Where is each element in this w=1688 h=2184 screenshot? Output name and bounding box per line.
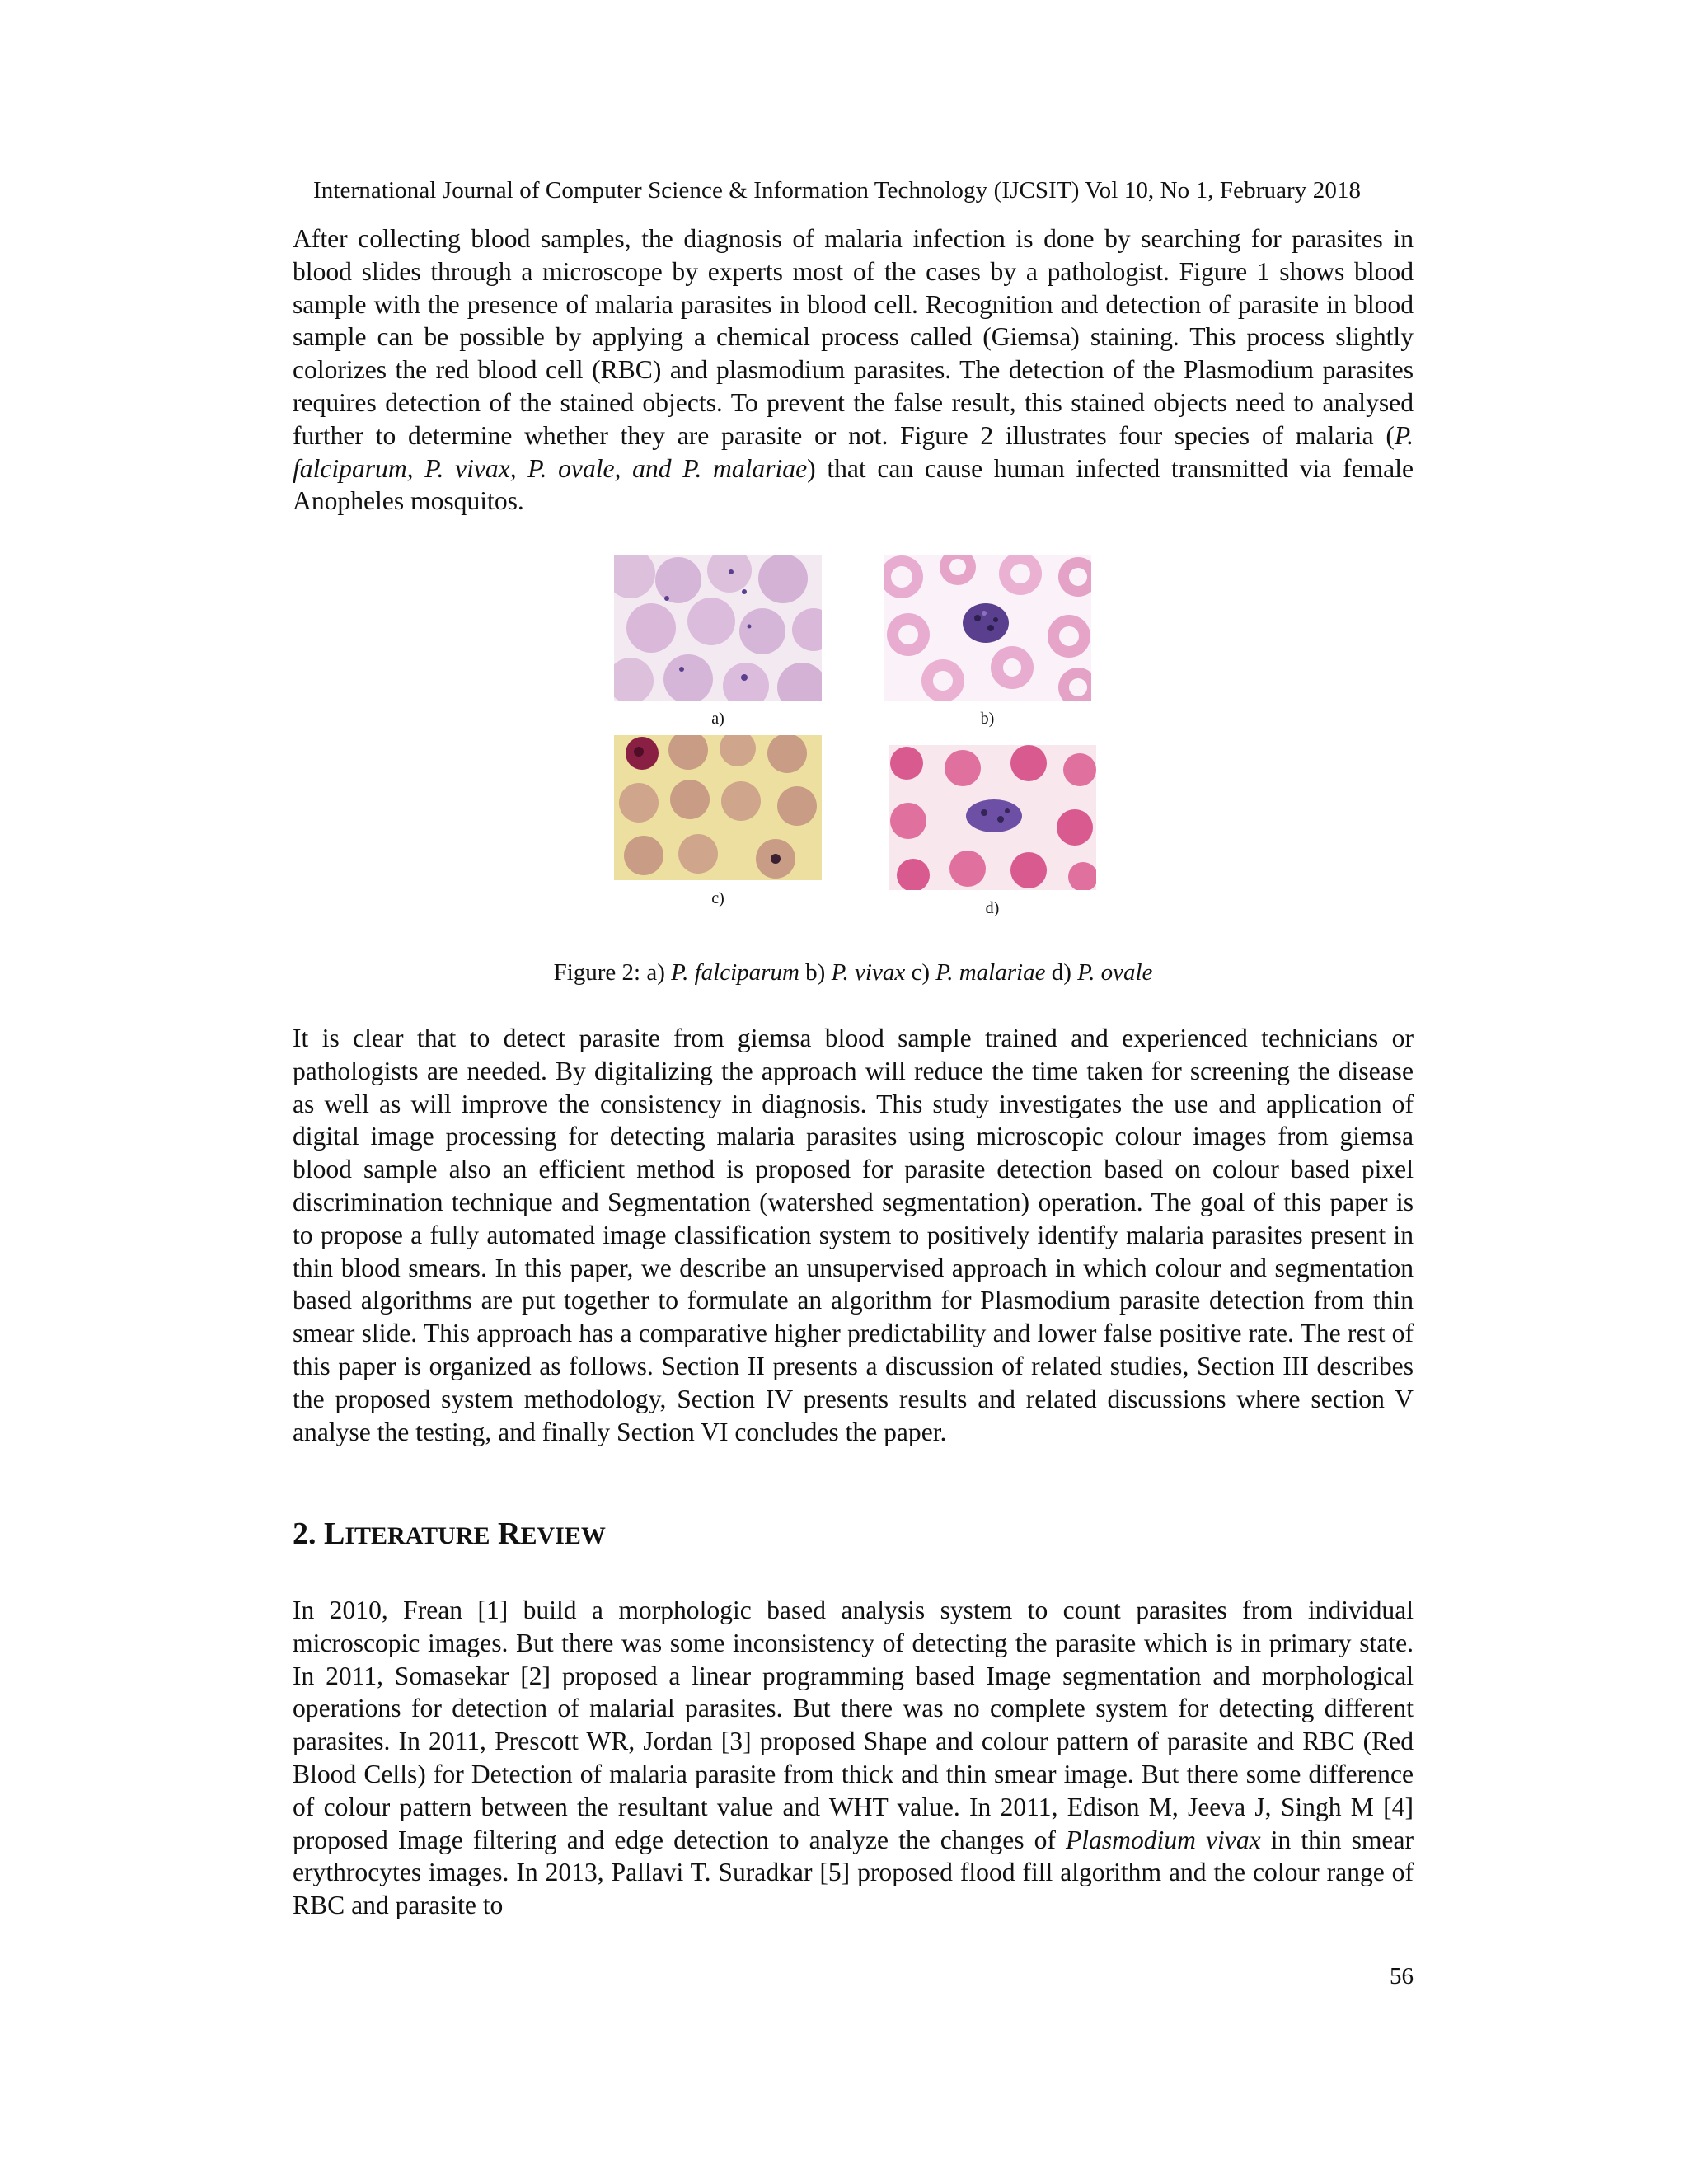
literature-text-after: in thin smear erythrocytes images. In 2013, Pallavi T. Suradkar [5] proposed flood fill algorithm and the colour range of RBC and parasite to <box>293 1825 1414 1920</box>
heading-word2-cap: R <box>498 1516 521 1551</box>
heading-word1-cap: L <box>324 1516 345 1551</box>
caption-label-d: d) <box>1045 959 1078 986</box>
figure-2 <box>610 552 1104 923</box>
heading-word1-rest: ITERATURE <box>345 1522 490 1549</box>
caption-prefix: Figure 2: a) <box>553 959 672 986</box>
literature-text-before: In 2010, Frean [1] build a morphologic based analysis system to count parasites from individual microscopic images. But there was some inconsistency of detecting the parasite which is in primary state. In 2011, Somasekar [2] proposed a linear programming based Image segmentation and morphological operations for detection of malarial parasites. But there was no complete system for detecting different parasites. In 2011, Prescott WR, Jordan [3] proposed Shape and colour pattern of parasite and RBC (Red Blood Cells) for Detection of malaria parasite from thick and thin smear image. But there some difference of colour pattern between the resultant value and WHT value. In 2011, Edison M, Jeeva J, Singh M [4] proposed Image filtering and edge detection to analyze the changes of <box>293 1596 1414 1854</box>
panel-a-label: a) <box>711 710 724 728</box>
panel-d-label: d) <box>985 899 1000 917</box>
running-head: International Journal of Computer Science & Information Technology (IJCSIT) Vol 10, No 1, February 2018 <box>313 177 1362 204</box>
caption-label-c: c) <box>905 959 936 986</box>
panel-c-label: c) <box>711 889 724 907</box>
panel-b-label: b) <box>980 710 995 728</box>
heading-word2-rest: EVIEW <box>520 1522 606 1549</box>
panel-c-malariae-image <box>614 735 822 880</box>
species-list-italic: P. falciparum, P. vivax, P. ovale, and P. malariae <box>293 420 1414 483</box>
section-heading-literature-review <box>293 1513 606 1557</box>
caption-label-b: b) <box>799 959 832 986</box>
caption-species-b: P. vivax <box>831 959 906 986</box>
caption-species-c: P. malariae <box>935 959 1046 986</box>
intro-text-before: After collecting blood samples, the diagnosis of malaria infection is done by searching for parasites in blood slides through a microscope by experts most of the cases by a pathologist. Figure 1 shows blood sample with the presence of malaria parasites in blood cell. Recognition and detection of parasite in blood sample can be possible by applying a chemical process called (Giemsa) staining. This process slightly colorizes the red blood cell (RBC) and plasmodium parasites. The detection of the Plasmodium parasites requires detection of the stained objects. To prevent the false result, this stained objects need to analysed further to determine whether they are parasite or not. Figure 2 illustrates four species of malaria ( <box>293 224 1414 450</box>
heading-space <box>490 1516 499 1551</box>
panel-d-ovale-image <box>889 745 1096 890</box>
plasmodium-vivax-italic: Plasmodium vivax <box>1065 1825 1261 1854</box>
motivation-paragraph: It is clear that to detect parasite from giemsa blood sample trained and experienced technicians or pathologists are needed. By digitalizing the approach will reduce the time taken for screening the disease as well as will improve the consistency in diagnosis. This study investigates the use and application of digital image processing for detecting malaria parasites using microscopic colour images from giemsa blood sample also an efficient method is proposed for parasite detection based on colour based pixel discrimination technique and Segmentation (watershed segmentation) operation. The goal of this paper is to propose a fully automated image classification system to positively identify malaria parasites present in thin blood smears. In this paper, we describe an unsupervised approach in which colour and segmentation based algorithms are put together to formulate an algorithm for Plasmodium parasite detection from thin smear slide. This approach has a comparative higher predictability and lower false positive rate. The rest of this paper is organized as follows. Section II presents a discussion of related studies, Section III describes the proposed system methodology, Section IV presents results and related discussions where section V analyse the testing, and finally Section VI concludes the paper. <box>293 1024 1414 1446</box>
figure-caption <box>293 956 1414 989</box>
intro-text-after: ) that can cause human infected transmitted via female Anopheles mosquitos. <box>293 453 1414 516</box>
heading-number: 2. <box>293 1516 324 1551</box>
caption-species-d: P. ovale <box>1077 959 1153 986</box>
caption-species-a: P. falciparum <box>671 959 799 986</box>
page-number: 56 <box>1390 1963 1414 1990</box>
panel-b-vivax-image <box>884 555 1091 701</box>
panel-a-falciparum-image <box>614 555 822 701</box>
literature-paragraph <box>293 1594 1414 1922</box>
intro-paragraph <box>293 223 1414 518</box>
